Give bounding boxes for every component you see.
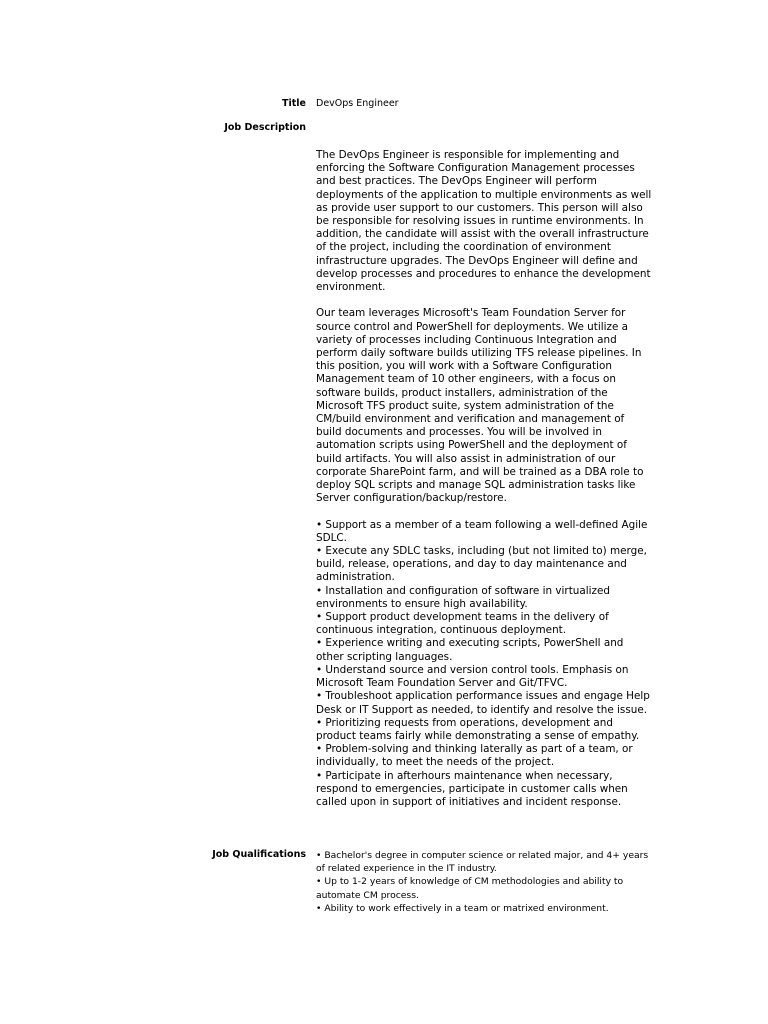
list-item: • Installation and configuration of software in virtualized environments to ensure high availability. [316,584,610,610]
list-item: • Experience writing and executing scripts, PowerShell and other scripting languages. [316,637,624,663]
title-label: Title [282,98,306,109]
list-item: • Problem-solving and thinking laterally as part of a team, or individually, to meet the needs of the project. [316,743,633,769]
list-item: • Bachelor's degree in computer science or related major, and 4+ years of related experience in the IT industry. [316,850,649,875]
list-item: • Support product development teams in the delivery of continuous integration, continuous deployment. [316,611,609,637]
list-item: • Prioritizing requests from operations, development and product teams fairly while demonstrating a sense of empathy. [316,716,640,742]
job-description-label: Job Description [224,122,306,133]
job-qualifications-label: Job Qualifications [212,849,306,860]
list-item: • Ability to work effectively in a team or matrixed environment. [316,902,609,914]
list-item: • Support as a member of a team following a well-defined Agile SDLC. [316,518,648,544]
qualifications-list [316,849,652,915]
list-item: • Understand source and version control tools. Emphasis on Microsoft Team Foundation Server and Git/TFVC. [316,663,629,690]
list-item: • Up to 1-2 years of knowledge of CM methodologies and ability to automate CM process. [316,876,624,901]
title-value: DevOps Engineer [316,98,399,109]
job-description-body [316,149,652,809]
list-item: • Troubleshoot application performance issues and engage Help Desk or IT Support as needed, to identify and resolve the issue. [316,690,650,716]
description-bullet-list [316,519,652,809]
list-item: • Execute any SDLC tasks, including (but not limited to) merge, build, release, operations, and day to day maintenance and administration. [316,545,647,584]
description-paragraph: The DevOps Engineer is responsible for implementing and enforcing the Software Configuration Management processes and best practices. The DevOps Engineer will perform deployments of the application to multiple environments as well as provide user support to our customers. This person will also be responsible for resolving issues in runtime environments. In addition, the candidate will assist with the overall infrastructure of the project, including the coordination of environment infrastructure upgrades. The DevOps Engineer will define and develop processes and procedures to enhance the development environment. [316,149,652,294]
description-paragraph: Our team leverages Microsoft's Team Foundation Server for source control and PowerShell for deployments. We utilize a variety of processes including Continuous Integration and perform daily software builds utilizing TFS release pipelines. In this position, you will work with a Software Configuration Management team of 10 other engineers, with a focus on software builds, product installers, administration of the Microsoft TFS product suite, system administration of the CM/build environment and verification and management of build documents and processes. You will be involved in automation scripts using PowerShell and the deployment of build artifacts. You will also assist in administration of our corporate SharePoint farm, and will be trained as a DBA role to deploy SQL scripts and manage SQL administration tasks like Server configuration/backup/restore. [316,307,644,505]
list-item: • Participate in afterhours maintenance when necessary, respond to emergencies, participate in customer calls when called upon in support of initiatives and incident response. [316,769,628,808]
